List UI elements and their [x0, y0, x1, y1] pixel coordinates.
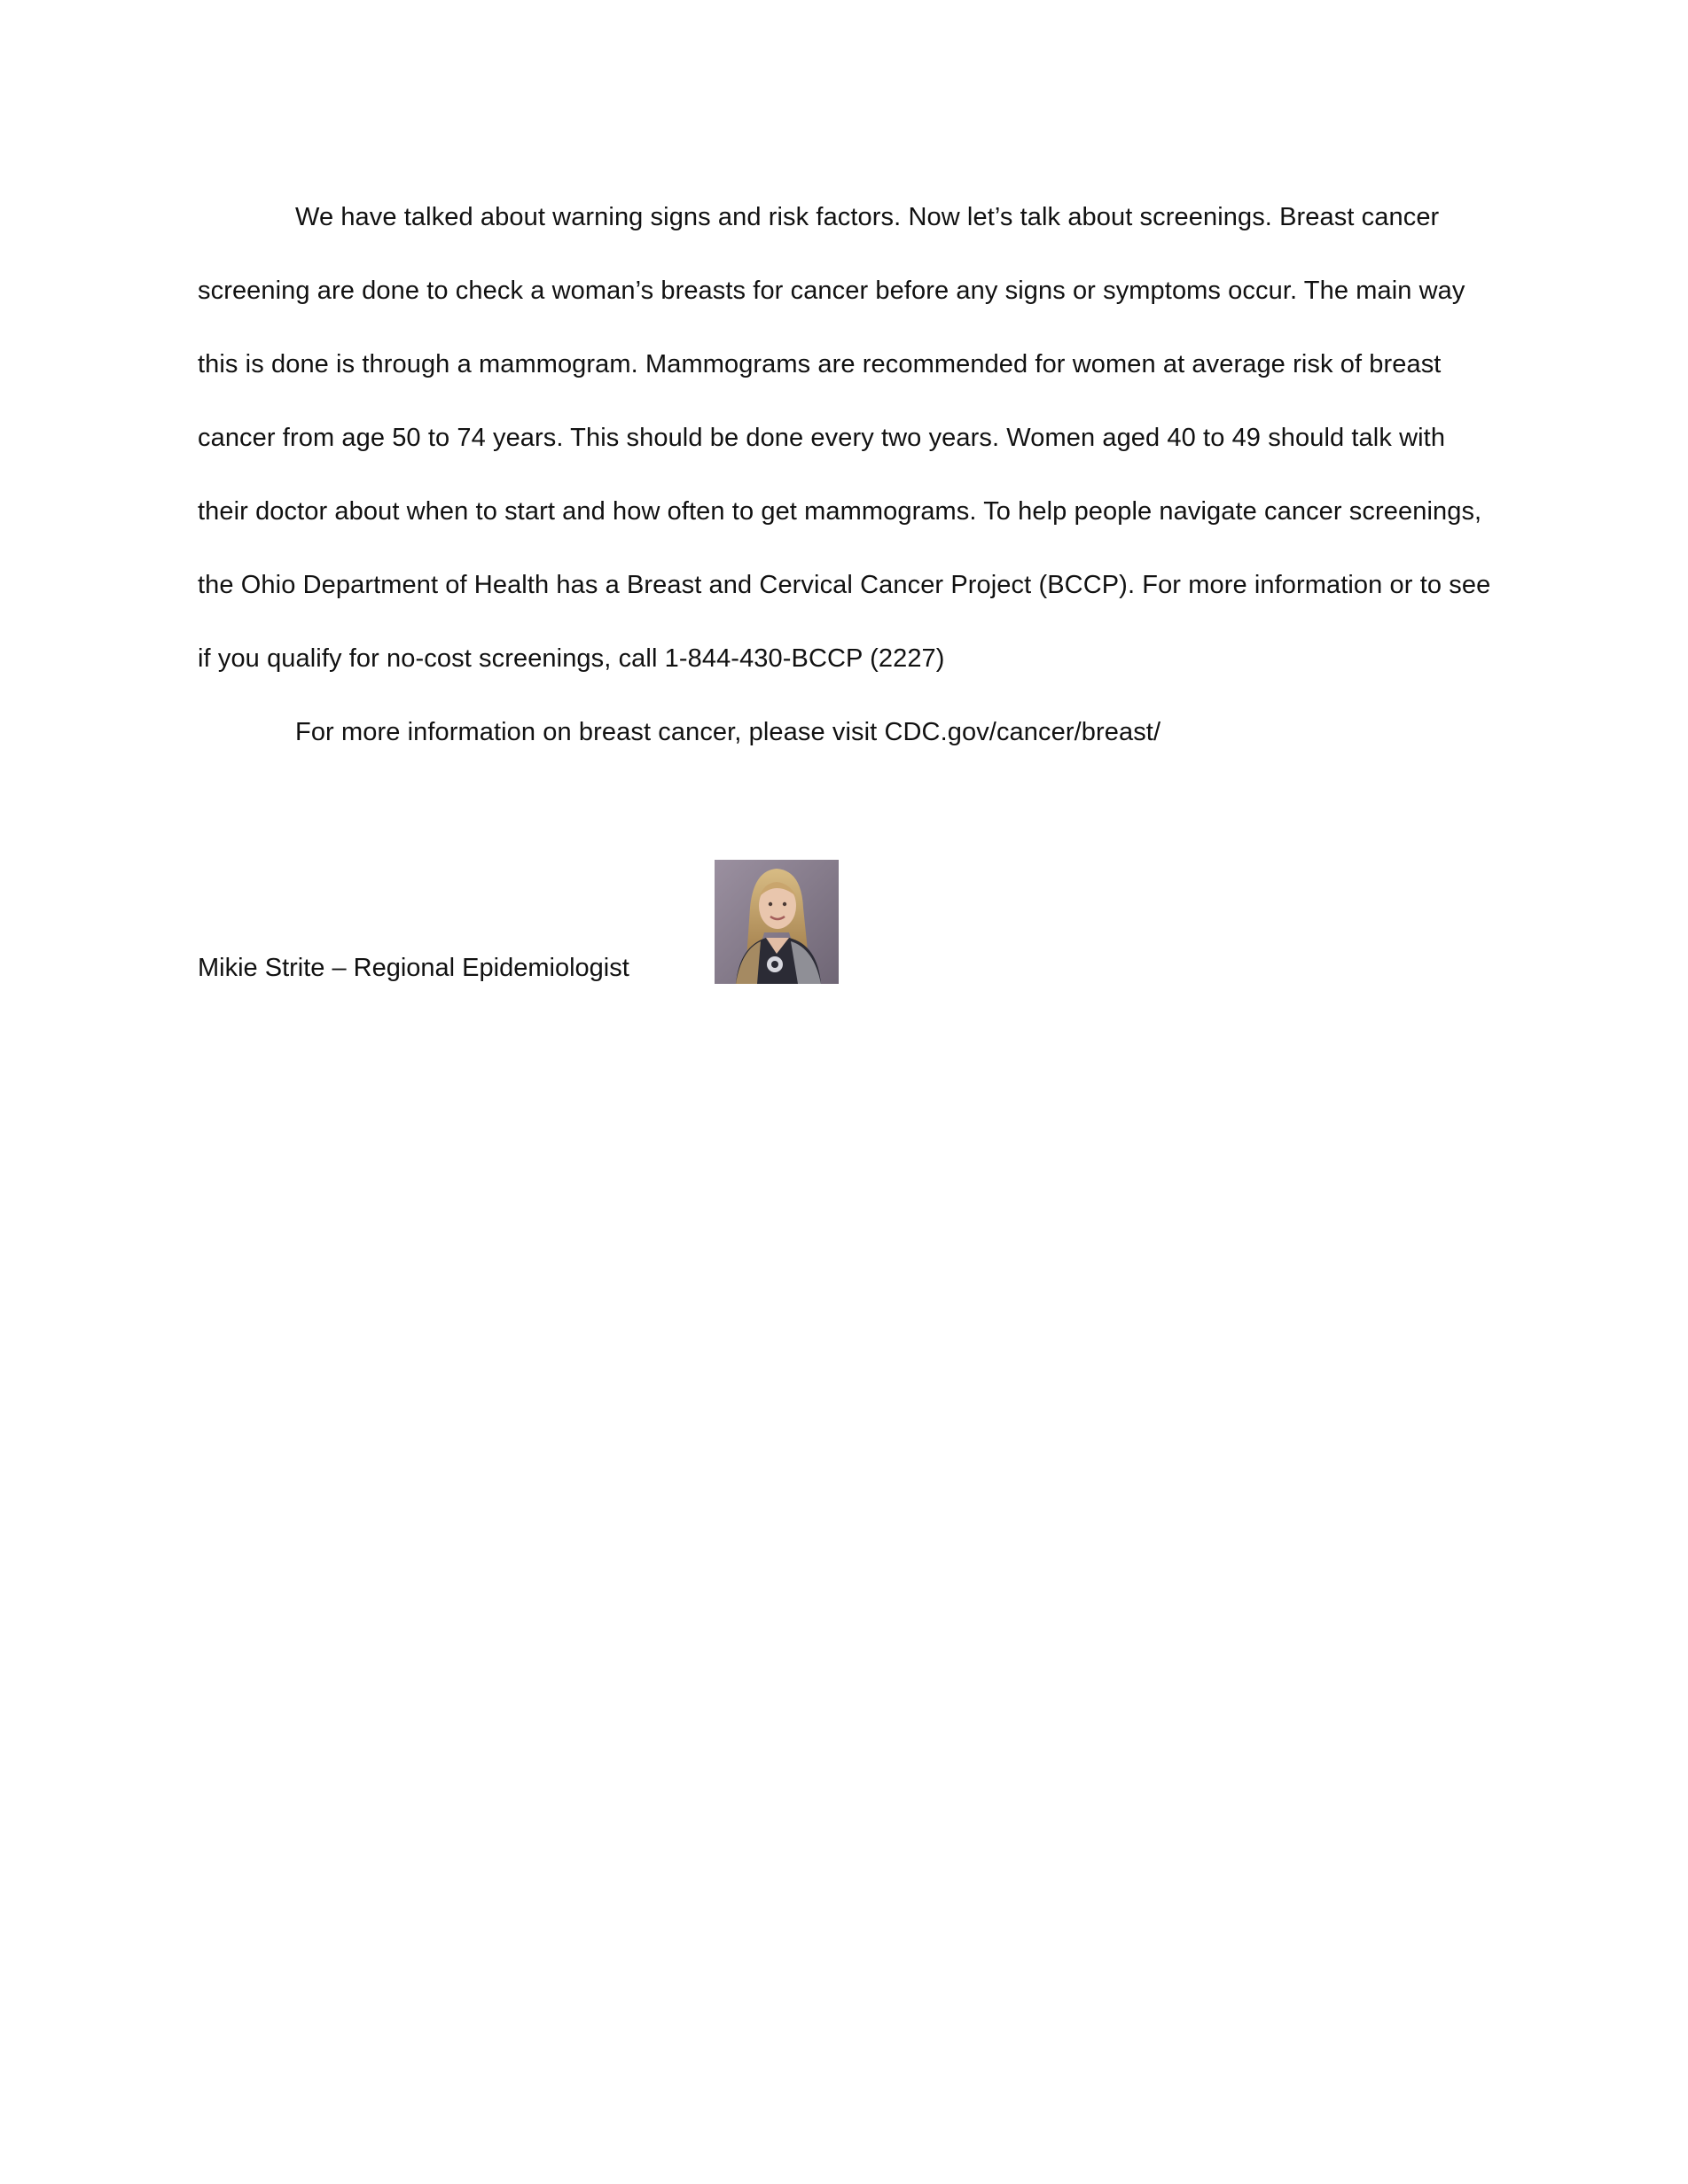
more-info-text: For more information on breast cancer, please visit — [295, 718, 885, 746]
screening-paragraph — [198, 181, 1492, 696]
signature-block — [198, 857, 1084, 990]
document-body — [198, 181, 1492, 769]
cdc-link[interactable]: CDC.gov/cancer/breast/ — [884, 718, 1161, 746]
portrait-photo-icon — [715, 860, 839, 984]
author-signature: Mikie Strite – Regional Epidemiologist — [198, 954, 629, 982]
screening-paragraph-text: We have talked about warning signs and risk factors. Now let’s talk about screenings. Breast cancer screening are done to check a woman’s breasts for cancer before any signs or symptoms occur. The main way this is done is through a mammogram. Mammograms are recommended for women at average risk of breast cancer from age 50 to 74 years. This should be done every two years. Women aged 40 to 49 should talk with their doctor about when to start and how often to get mammograms. To help people navigate cancer screenings, the Ohio Department of Health has a Breast and Cervical Cancer Project (BCCP). For more information or to see if you qualify for no-cost screenings, call 1-844-430-BCCP (2227) — [198, 203, 1491, 673]
more-info-paragraph — [198, 696, 1492, 769]
